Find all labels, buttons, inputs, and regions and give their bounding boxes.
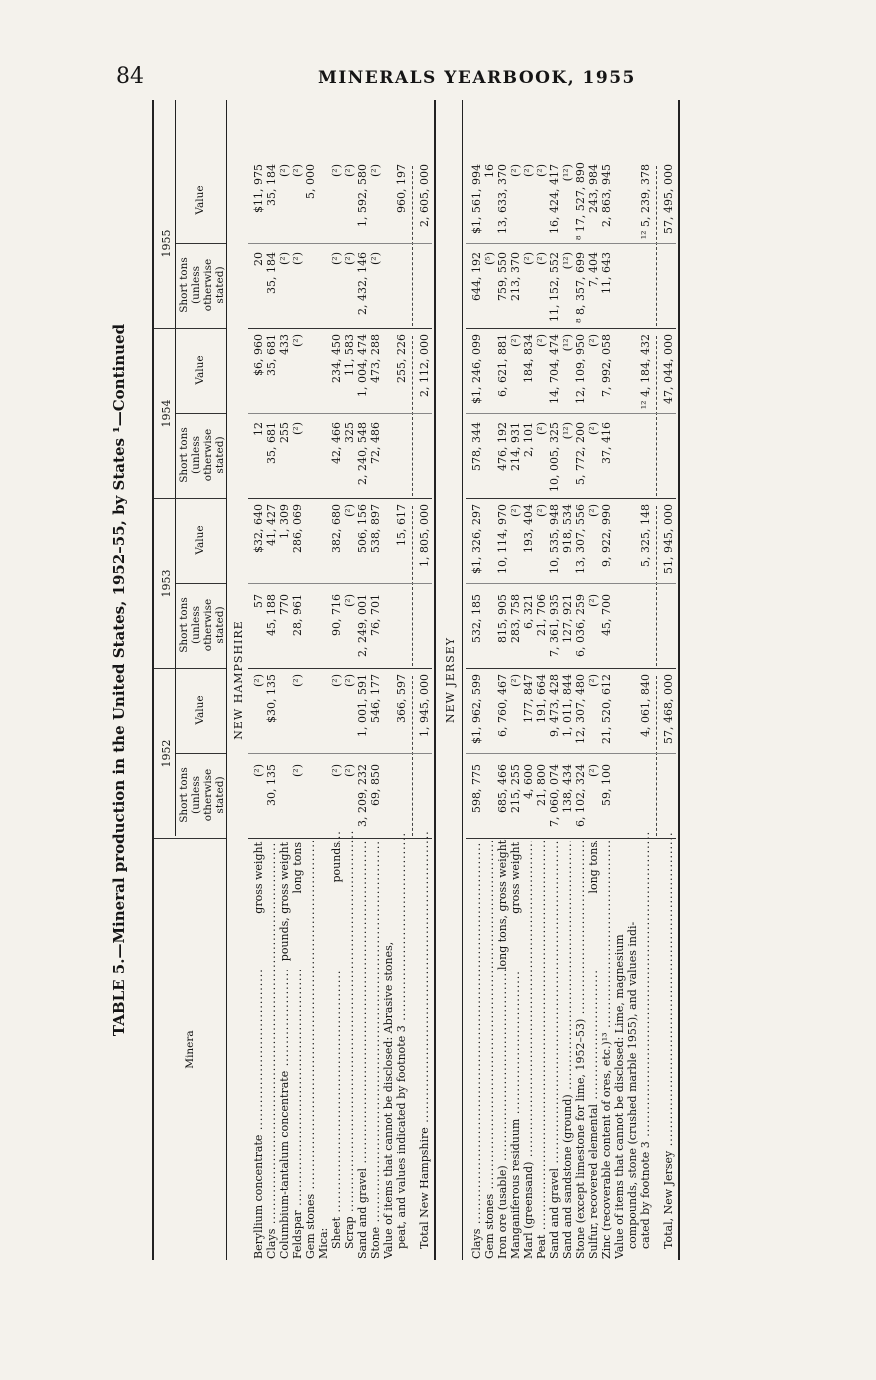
value-cell: (²) <box>252 674 265 687</box>
mineral-name: Manganiferous residuum ..... <box>509 841 522 1259</box>
qty-cell: 2, 240, 548 <box>356 422 369 485</box>
table-row <box>382 100 395 1260</box>
value-cell: (²) <box>535 164 548 177</box>
col-header-qty: Short tons (unless otherwise stated) <box>178 427 226 483</box>
value-cell: 21, 520, 612 <box>600 674 613 744</box>
mineral-name: Value of items that cannot be disclosed: Lime, magnesium <box>613 934 626 1259</box>
qty-cell: 759, 550 <box>496 252 509 301</box>
value-cell: 9, 473, 428 <box>548 674 561 737</box>
mineral-name: Scrap ..... <box>343 831 356 1259</box>
total-cell: 2, 605, 000 <box>418 164 431 227</box>
total-cell: 1, 945, 000 <box>418 674 431 737</box>
value-cell: 184, 834 <box>522 334 535 383</box>
mineral-name: Stone ..... <box>369 841 382 1259</box>
value-cell: 16, 424, 417 <box>548 164 561 234</box>
qty-cell: 815, 905 <box>496 594 509 643</box>
qty-cell: (²) <box>291 764 304 777</box>
table-row <box>548 100 561 1260</box>
value-cell: (²) <box>330 164 343 177</box>
qty-cell: 598, 775 <box>470 764 483 813</box>
value-cell: (²) <box>278 164 291 177</box>
col-header-value: Value <box>194 695 206 725</box>
mineral-name: Peat ..... <box>535 841 548 1259</box>
year-header-1952: 1952 <box>160 739 173 768</box>
value-cell: (²) <box>343 164 356 177</box>
mineral-name: Marl (greensand) ..... <box>522 841 535 1259</box>
value-cell: 12, 307, 480 <box>574 674 587 744</box>
table-row <box>343 100 356 1260</box>
value-cell: 9, 922, 990 <box>600 504 613 567</box>
table-row <box>304 100 317 1260</box>
value-cell: 10, 114, 970 <box>496 504 509 574</box>
table-row <box>600 100 613 1260</box>
value-cell: $30, 135 <box>265 674 278 723</box>
table-row <box>639 100 652 1260</box>
mineral-unit: pounds <box>330 842 343 970</box>
qty-cell: 59, 100 <box>600 764 613 806</box>
qty-cell: 215, 255 <box>509 764 522 813</box>
qty-cell: (²) <box>343 252 356 265</box>
total-name: Total, New Jersey ..... <box>662 831 675 1259</box>
qty-cell: (²) <box>343 594 356 607</box>
year-header-1955: 1955 <box>160 229 173 258</box>
value-cell: 14, 704, 474 <box>548 334 561 404</box>
value-cell: 6, 760, 467 <box>496 674 509 737</box>
mineral-name: peat, and values indicated by footnote 3 ..... <box>395 831 408 1259</box>
value-cell: (²) <box>291 334 304 347</box>
qty-cell: 532, 185 <box>470 594 483 643</box>
qty-cell: 3, 209, 232 <box>356 764 369 827</box>
value-cell: 538, 897 <box>369 504 382 553</box>
value-cell: (¹²) <box>561 164 574 182</box>
value-cell: 11, 583 <box>343 334 356 376</box>
subtotal-rule <box>656 336 657 496</box>
value-cell: $1, 561, 994 <box>470 164 483 234</box>
table-row <box>535 100 548 1260</box>
mineral-name: Stone (except limestone for lime, 1952–53) ..... <box>574 841 587 1259</box>
qty-cell: 255 <box>278 422 291 443</box>
table-row <box>587 100 600 1260</box>
value-cell: 960, 197 <box>395 164 408 213</box>
section-bottom-rule <box>678 100 680 1260</box>
qty-cell: 12 <box>252 422 265 436</box>
mineral-name: Sand and gravel ..... <box>548 841 561 1259</box>
qty-cell: 7, 361, 935 <box>548 594 561 657</box>
value-cell: 41, 427 <box>265 504 278 546</box>
value-cell: $6, 960 <box>252 334 265 376</box>
col-header-value: Value <box>194 355 206 385</box>
qty-cell: 45, 188 <box>265 594 278 636</box>
mineral-unit: long tons <box>291 842 304 970</box>
header-bottom-rule <box>226 100 227 1260</box>
mineral-name: Sulfur, recovered elemental ..... <box>587 841 600 1259</box>
mineral-name: Gem stones ..... <box>304 841 317 1259</box>
qty-cell: 6, 102, 324 <box>574 764 587 827</box>
value-cell: 191, 664 <box>535 674 548 723</box>
table-row <box>626 100 639 1260</box>
column-divider <box>248 838 432 839</box>
value-cell: 35, 681 <box>265 334 278 376</box>
value-cell: ⁸ 17, 527, 890 <box>574 162 587 240</box>
table-row <box>483 100 496 1260</box>
qty-cell: (²) <box>369 252 382 265</box>
value-cell: 382, 680 <box>330 504 343 553</box>
value-cell: (¹²) <box>561 334 574 352</box>
value-cell: 366, 597 <box>395 674 408 723</box>
mineral-name: Clays ..... <box>470 841 483 1259</box>
value-cell: (²) <box>343 504 356 517</box>
mineral-name: Gem stones ..... <box>483 841 496 1259</box>
value-cell: (²) <box>522 164 535 177</box>
running-title: MINERALS YEARBOOK, 1955 <box>318 68 636 88</box>
mineral-unit: gross weight <box>252 842 265 970</box>
value-cell: 243, 984 <box>587 164 600 213</box>
year-header-1953: 1953 <box>160 569 173 598</box>
section-title: NEW JERSEY <box>444 637 457 724</box>
qty-cell: (²) <box>330 252 343 265</box>
qty-cell: (²) <box>587 422 600 435</box>
value-cell: (²) <box>587 674 600 687</box>
qty-cell: 476, 192 <box>496 422 509 471</box>
column-divider <box>248 328 432 329</box>
mineral-unit: long tons, gross weight <box>496 839 509 970</box>
col-header-value: Value <box>194 185 206 215</box>
qty-cell: 21, 800 <box>535 764 548 806</box>
mineral-name: Feldspar ..... <box>291 841 304 1259</box>
mineral-name: Sand and gravel ..... <box>356 841 369 1259</box>
qty-cell: 20 <box>252 252 265 266</box>
value-cell: 473, 288 <box>369 334 382 383</box>
column-divider <box>248 498 432 499</box>
qty-cell: 213, 370 <box>509 252 522 301</box>
qty-cell: 2, 432, 146 <box>356 252 369 315</box>
value-cell: (²) <box>509 164 522 177</box>
qty-cell: (²) <box>535 252 548 265</box>
table-row <box>291 100 304 1260</box>
value-cell: 5, 000 <box>304 164 317 199</box>
table-row <box>356 100 369 1260</box>
value-cell: 433 <box>278 334 291 355</box>
mineral-name: Sand and sandstone (ground) ..... <box>561 841 574 1259</box>
value-cell: 1, 004, 474 <box>356 334 369 397</box>
value-cell: (²) <box>509 334 522 347</box>
value-cell: 5, 325, 148 <box>639 504 652 567</box>
table-top-rule <box>152 100 154 1260</box>
value-cell: 1, 011, 844 <box>561 674 574 737</box>
qty-cell: (²) <box>343 764 356 777</box>
column-divider <box>248 753 432 754</box>
value-cell: ¹² 4, 184, 432 <box>639 334 652 410</box>
value-cell: (²) <box>369 164 382 177</box>
value-cell: 506, 156 <box>356 504 369 553</box>
mineral-name: Columbium-tantalum concentrate ..... <box>278 841 291 1259</box>
col-header-qty: Short tons (unless otherwise stated) <box>178 597 226 653</box>
table-row <box>265 100 278 1260</box>
value-cell: 6, 621, 881 <box>496 334 509 397</box>
total-row <box>662 100 675 1260</box>
value-cell: 286, 069 <box>291 504 304 553</box>
total-cell: 1, 805, 000 <box>418 504 431 567</box>
column-divider <box>466 753 676 754</box>
table-row <box>509 100 522 1260</box>
qty-cell: (²) <box>587 764 600 777</box>
qty-cell: 30, 135 <box>265 764 278 806</box>
subtotal-rule <box>412 336 413 496</box>
value-cell: (²) <box>509 674 522 687</box>
qty-cell: 69, 850 <box>369 764 382 806</box>
value-cell: (²) <box>535 504 548 517</box>
qty-cell: 35, 184 <box>265 252 278 294</box>
qty-cell: 45, 700 <box>600 594 613 636</box>
qty-cell: 11, 152, 552 <box>548 252 561 322</box>
column-divider <box>466 328 676 329</box>
value-cell: 1, 309 <box>278 504 291 539</box>
header-divider <box>176 243 226 244</box>
mineral-unit: gross weight <box>509 842 522 970</box>
value-cell: $1, 326, 297 <box>470 504 483 574</box>
value-cell: 12, 109, 950 <box>574 334 587 404</box>
qty-cell: 127, 921 <box>561 594 574 643</box>
year-header-1954: 1954 <box>160 399 173 428</box>
table-row <box>278 100 291 1260</box>
header-divider <box>176 583 226 584</box>
column-divider <box>466 413 676 414</box>
column-divider <box>466 498 676 499</box>
qty-cell: 578, 344 <box>470 422 483 471</box>
value-cell: 234, 450 <box>330 334 343 383</box>
column-divider <box>248 413 432 414</box>
mineral-name: Value of items that cannot be disclosed: Abrasive stones, <box>382 941 395 1259</box>
qty-cell: 90, 716 <box>330 594 343 636</box>
value-cell: 2, 863, 945 <box>600 164 613 227</box>
subtotal-rule <box>412 166 413 326</box>
value-cell: 193, 404 <box>522 504 535 553</box>
year-rule <box>175 100 176 836</box>
mineral-unit: pounds, gross weight <box>278 842 291 970</box>
qty-cell: 10, 005, 325 <box>548 422 561 492</box>
value-cell: (²) <box>587 334 600 347</box>
value-cell: $1, 246, 099 <box>470 334 483 404</box>
value-cell: 1, 001, 591 <box>356 674 369 737</box>
value-cell: $32, 640 <box>252 504 265 553</box>
mineral-name: Beryllium concentrate ..... <box>252 841 265 1259</box>
table-row <box>395 100 408 1260</box>
qty-cell: (²) <box>535 422 548 435</box>
value-cell: 13, 633, 370 <box>496 164 509 234</box>
table-row <box>252 100 265 1260</box>
qty-cell: (²) <box>291 422 304 435</box>
qty-cell: 37, 416 <box>600 422 613 464</box>
qty-cell: (²) <box>587 594 600 607</box>
mineral-unit: long tons <box>587 842 600 970</box>
value-cell: 15, 617 <box>395 504 408 546</box>
qty-cell: 11, 643 <box>600 252 613 294</box>
section-bottom-rule <box>434 100 436 1260</box>
qty-cell: (¹²) <box>561 422 574 440</box>
total-cell: 51, 945, 000 <box>662 504 675 574</box>
qty-cell: ⁸ 8, 357, 699 <box>574 252 587 323</box>
column-divider <box>466 668 676 669</box>
qty-cell: 214, 931 <box>509 422 522 471</box>
qty-cell: 76, 701 <box>369 594 382 636</box>
value-cell: $1, 962, 599 <box>470 674 483 744</box>
qty-cell: 685, 466 <box>496 764 509 813</box>
qty-cell: 35, 681 <box>265 422 278 464</box>
column-divider <box>248 243 432 244</box>
total-cell: 57, 495, 000 <box>662 164 675 234</box>
qty-cell: (²) <box>278 252 291 265</box>
total-name: Total New Hampshire ..... <box>418 831 431 1259</box>
col-header-qty: Short tons (unless otherwise stated) <box>178 767 226 823</box>
qty-cell: 72, 486 <box>369 422 382 464</box>
table-row <box>561 100 574 1260</box>
mineral-name: Iron ore (usable) ..... <box>496 841 509 1259</box>
value-cell: (²) <box>587 504 600 517</box>
value-cell: (²) <box>343 674 356 687</box>
qty-cell: 21, 706 <box>535 594 548 636</box>
total-cell: 47, 044, 000 <box>662 334 675 404</box>
subtotal-rule <box>412 676 413 836</box>
header-divider <box>176 753 226 754</box>
subtotal-rule <box>656 676 657 836</box>
qty-cell: (²) <box>291 252 304 265</box>
table-title: TABLE 5.—Mineral production in the United States, 1952–55, by States ¹—Continued <box>110 323 128 1037</box>
qty-cell: 6, 321 <box>522 594 535 629</box>
total-row <box>418 100 431 1260</box>
value-cell: 4, 061, 840 <box>639 674 652 737</box>
column-divider <box>248 668 432 669</box>
value-cell: (²) <box>509 504 522 517</box>
mineral-name: Mica: <box>317 1227 330 1259</box>
column-divider <box>466 243 676 244</box>
qty-cell: (¹²) <box>561 252 574 270</box>
mineral-name: Clays ..... <box>265 841 278 1259</box>
qty-cell: 2, 101 <box>522 422 535 457</box>
qty-cell: (⁵) <box>483 252 496 265</box>
qty-cell: 57 <box>252 594 265 608</box>
table-row <box>369 100 382 1260</box>
page-header <box>0 58 876 98</box>
table-row <box>470 100 483 1260</box>
value-cell: (²) <box>291 164 304 177</box>
qty-cell: (²) <box>252 764 265 777</box>
column-divider <box>248 583 432 584</box>
mineral-name: Zinc (recoverable content of ores, etc.)¹³ ..... <box>600 841 613 1259</box>
header-divider <box>176 413 226 414</box>
table-row <box>317 100 330 1260</box>
table-row <box>522 100 535 1260</box>
value-cell: (²) <box>330 674 343 687</box>
value-cell: $11, 975 <box>252 164 265 213</box>
qty-cell: 7, 404 <box>587 252 600 287</box>
total-cell: 57, 468, 000 <box>662 674 675 744</box>
section-rule <box>462 100 463 1260</box>
value-cell: 177, 847 <box>522 674 535 723</box>
table-row <box>613 100 626 1260</box>
col-header-mineral: Minera <box>184 1030 196 1069</box>
col-header-qty: Short tons (unless otherwise stated) <box>178 257 226 313</box>
qty-cell: 5, 772, 200 <box>574 422 587 485</box>
table-row <box>330 100 343 1260</box>
column-divider <box>466 583 676 584</box>
value-cell: 10, 535, 948 <box>548 504 561 574</box>
qty-cell: 28, 961 <box>291 594 304 636</box>
value-cell: 1, 592, 580 <box>356 164 369 227</box>
qty-cell: (²) <box>522 252 535 265</box>
qty-cell: 138, 434 <box>561 764 574 813</box>
qty-cell: 7, 060, 074 <box>548 764 561 827</box>
qty-cell: 644, 192 <box>470 252 483 301</box>
qty-cell: 325 <box>343 422 356 443</box>
table-row <box>574 100 587 1260</box>
value-cell: (²) <box>291 674 304 687</box>
total-cell: 2, 112, 000 <box>418 334 431 397</box>
value-cell: 546, 177 <box>369 674 382 723</box>
subtotal-rule <box>656 506 657 666</box>
value-cell: 918, 534 <box>561 504 574 553</box>
mineral-name: cated by footnote 3 ..... <box>639 831 652 1259</box>
qty-cell: 42, 466 <box>330 422 343 464</box>
column-divider <box>466 838 676 839</box>
mineral-name: Sheet ..... <box>330 831 343 1259</box>
col-header-value: Value <box>194 525 206 555</box>
mineral-name: compounds, stone (crushed marble 1955), and values indi- <box>626 921 639 1249</box>
qty-cell: (²) <box>330 764 343 777</box>
value-cell: 255, 226 <box>395 334 408 383</box>
page-number: 84 <box>116 64 144 89</box>
table-row <box>496 100 509 1260</box>
value-cell: 16 <box>483 164 496 178</box>
subtotal-rule <box>412 506 413 666</box>
value-cell: 13, 307, 556 <box>574 504 587 574</box>
value-cell: 7, 992, 058 <box>600 334 613 397</box>
value-cell: ¹² 5, 239, 378 <box>639 164 652 240</box>
qty-cell: 2, 249, 001 <box>356 594 369 657</box>
qty-cell: 770 <box>278 594 291 615</box>
qty-cell: 4, 600 <box>522 764 535 799</box>
section-title: NEW HAMPSHIRE <box>232 620 245 740</box>
qty-cell: 283, 758 <box>509 594 522 643</box>
value-cell: 35, 184 <box>265 164 278 206</box>
subtotal-rule <box>656 166 657 326</box>
rotated-table-block <box>110 100 746 1260</box>
qty-cell: 6, 036, 259 <box>574 594 587 657</box>
value-cell: (²) <box>535 334 548 347</box>
